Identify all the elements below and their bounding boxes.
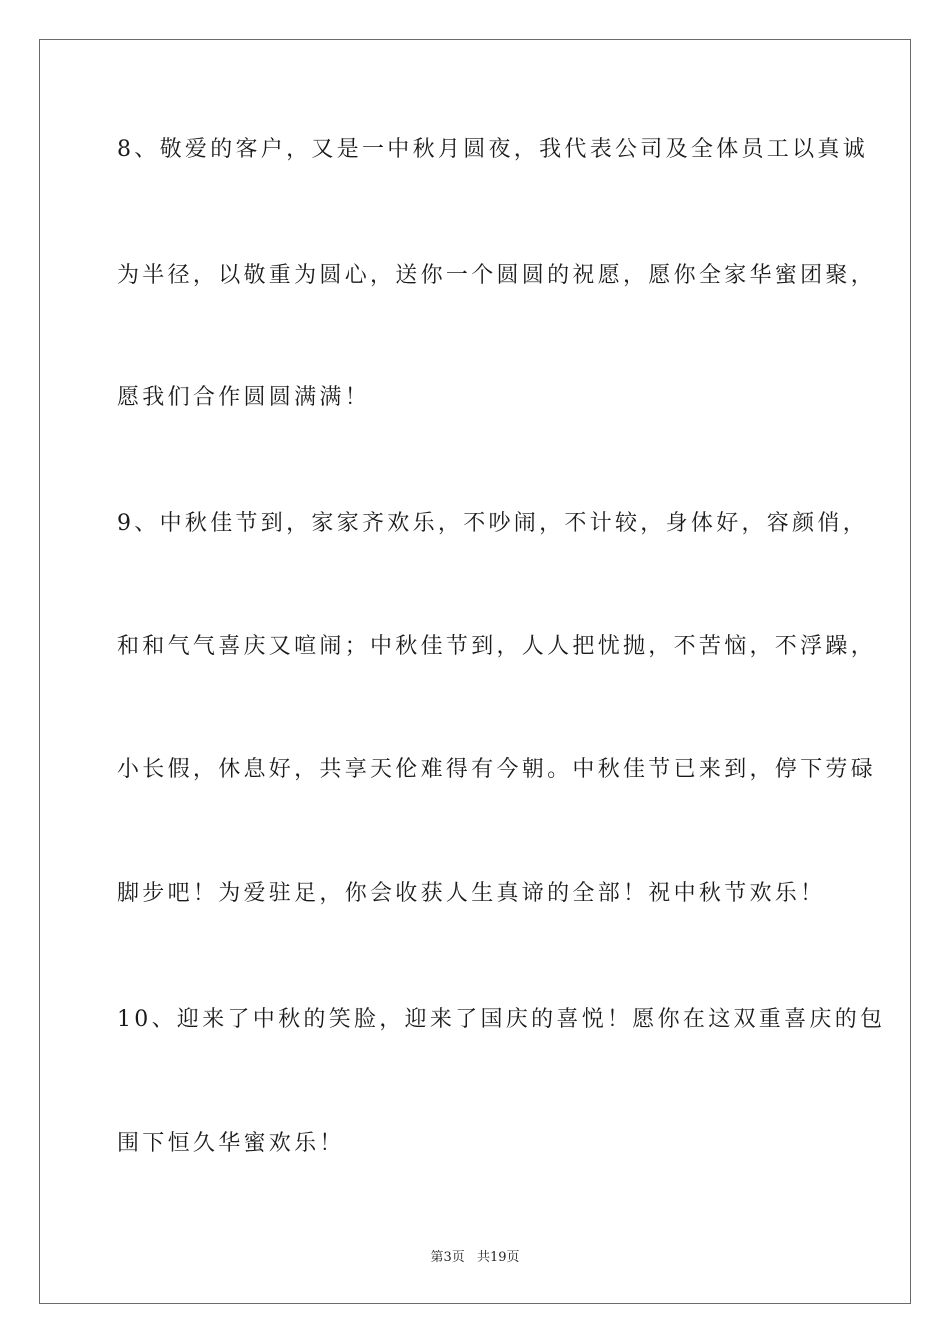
text-line: 10、迎来了中秋的笑脸，迎来了国庆的喜悦！愿你在这双重喜庆的包 bbox=[117, 1007, 886, 1032]
page-footer bbox=[0, 1246, 950, 1265]
text-line: 为半径，以敬重为圆心，送你一个圆圆的祝愿，愿你全家华蜜团聚， bbox=[117, 263, 877, 288]
page-number: 第3页 bbox=[430, 1250, 465, 1265]
text-line: 和和气气喜庆又喧闹；中秋佳节到，人人把忧抛，不苦恼，不浮躁， bbox=[117, 634, 877, 659]
text-line: 围下恒久华蜜欢乐！ bbox=[117, 1131, 345, 1156]
text-line: 脚步吧！为爱驻足，你会收获人生真谛的全部！祝中秋节欢乐！ bbox=[117, 881, 826, 906]
text-line: 愿我们合作圆圆满满！ bbox=[117, 385, 371, 410]
text-line: 8、敬爱的客户，又是一中秋月圆夜，我代表公司及全体员工以真诚 bbox=[117, 137, 868, 162]
text-line: 9、中秋佳节到，家家齐欢乐，不吵闹，不计较，身体好，容颜俏， bbox=[117, 511, 868, 536]
text-line: 小长假，休息好，共享天伦难得有今朝。中秋佳节已来到，停下劳碌 bbox=[117, 757, 877, 782]
page-total: 共19页 bbox=[476, 1250, 520, 1265]
page-frame bbox=[39, 39, 911, 1304]
